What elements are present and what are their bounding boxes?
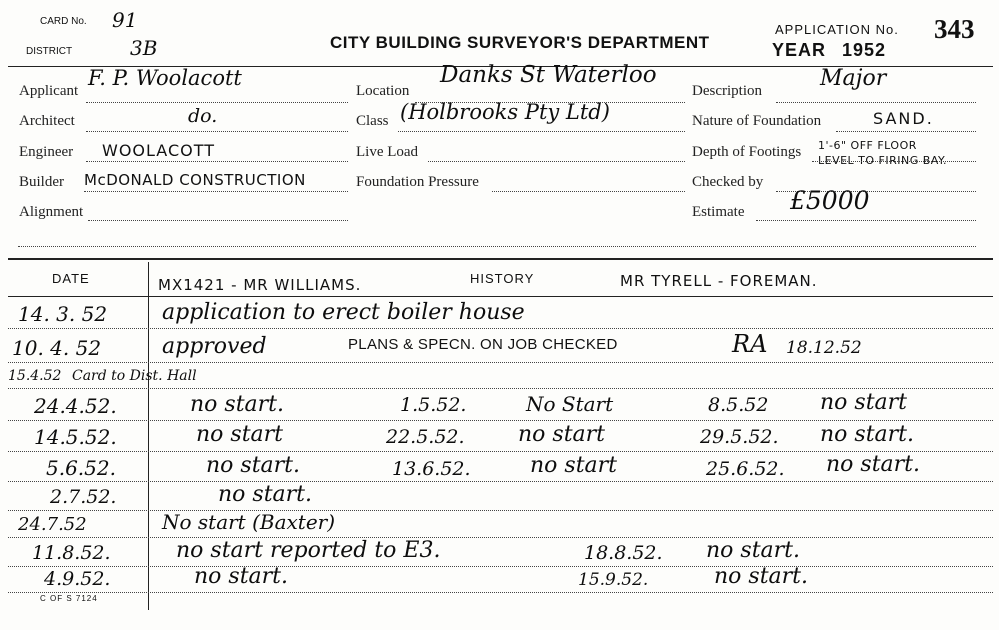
checked-stamp: PLANS & SPECN. ON JOB CHECKED [348,336,618,353]
depth-of-footings-line2: LEVEL TO FIRING BAY. [818,154,947,167]
history-row-text: no start. [206,453,301,478]
row-line [8,420,993,421]
estimate-label: Estimate [692,204,745,220]
form-code: C OF S 7124 [40,594,98,603]
history-row-date-3: 29.5.52. [700,426,779,448]
builder-label: Builder [19,174,64,190]
description-label: Description [692,83,762,99]
row-line [8,481,993,482]
applicant-line [86,102,348,103]
history-row-date: 24.4.52. [34,394,117,418]
checker-initials: RA [732,330,768,358]
history-row-date: 2.7.52. [50,486,117,508]
history-note-right: MR TYRELL - FOREMAN. [620,272,818,290]
row-line [8,362,993,363]
department-title: CITY BUILDING SURVEYOR'S DEPARTMENT [330,33,710,52]
history-row-date: 4.9.52. [44,568,111,590]
history-row-text-2: no start [530,453,618,478]
application-label: APPLICATION No. [775,22,899,37]
live-load-label: Live Load [356,144,419,160]
history-row-date: 5.6.52. [46,456,116,480]
history-row-date: 14. 3. 52 [18,302,108,326]
foundation-pressure-label: Foundation Pressure [356,174,479,190]
description-value: Major [820,66,887,91]
history-header-line [8,296,993,297]
row-line [8,566,993,567]
nature-of-foundation-value: SAND. [873,109,934,128]
row-line [8,537,993,538]
builder-line [84,191,348,192]
history-row-date-2: 22.5.52. [386,426,465,448]
foundation-pressure-line [492,191,685,192]
history-row-text-2: no start. [714,564,809,589]
history-row-text: no start [196,422,284,447]
location-value: Danks St Waterloo [440,62,657,88]
applicant-value: F. P. Woolacott [88,66,242,90]
depth-of-footings-line1: 1'-6" OFF FLOOR [818,139,917,152]
row-line [8,388,993,389]
description-line [776,102,976,103]
engineer-label: Engineer [19,144,74,160]
district-label: DISTRICT [26,46,73,57]
checked-by-label: Checked by [692,174,764,190]
history-header: HISTORY [470,271,535,286]
history-row-text: Card to Dist. Hall [72,368,197,384]
history-row-date-3: 8.5.52 [708,394,769,416]
estimate-line [756,220,976,221]
history-row-text-3: no start [820,390,908,415]
alignment-label: Alignment [19,204,84,220]
history-row-date: 15.4.52 [8,368,62,384]
architect-value: do. [188,105,218,127]
history-row-text: no start. [218,482,313,507]
history-row-text: No start (Baxter) [162,510,336,534]
architect-line [86,131,348,132]
row-line [8,328,993,329]
depth-line [812,161,976,162]
nature-line [836,131,976,132]
history-row-date-2: 13.6.52. [392,458,471,480]
district-value: 3B [130,36,158,60]
history-note-left: MX1421 - MR WILLIAMS. [158,276,362,294]
history-row-text-3: no start. [826,452,921,477]
history-row-text: approved [162,334,267,359]
row-line [8,592,993,593]
card-no-value: 91 [112,8,138,32]
engineer-value: WOOLACOTT [102,141,215,160]
alignment-line [88,220,348,221]
fields-bottom-line [18,246,976,247]
year-value: 1952 [842,40,887,60]
builder-value: McDONALD CONSTRUCTION [84,171,306,189]
architect-label: Architect [19,113,75,129]
history-row-text-3: no start. [820,422,915,447]
checked-date: 18.12.52 [786,338,862,358]
row-line [8,510,993,511]
nature-of-foundation-label: Nature of Foundation [692,113,822,129]
application-number: 343 [934,14,975,44]
history-row-date: 10. 4. 52 [12,336,102,360]
history-row-text: no start. [194,564,289,589]
live-load-line [428,161,685,162]
history-row-text: no start. [190,392,285,417]
depth-of-footings-label: Depth of Footings [692,144,802,160]
history-top-border [8,258,993,260]
history-row-date: 11.8.52. [32,542,111,564]
class-label: Class [356,113,389,129]
history-row-date: 24.7.52 [18,514,87,535]
history-row-date-2: 15.9.52. [578,570,649,590]
history-row-date-2: 1.5.52. [400,394,467,416]
history-row-text-2: no start [518,422,606,447]
class-line [398,131,685,132]
history-row-date: 14.5.52. [34,425,117,449]
estimate-value: £5000 [790,186,870,215]
history-row-text-2: no start. [706,538,801,563]
engineer-line [86,161,348,162]
card-no-label: CARD No. [40,16,87,27]
history-row-text: no start reported to E3. [176,538,441,563]
applicant-label: Applicant [19,83,79,99]
history-row-date-2: 18.8.52. [584,542,663,564]
history-row-text: application to erect boiler house [162,300,525,325]
location-label: Location [356,83,410,99]
class-value: (Holbrooks Pty Ltd) [400,100,610,124]
history-row-text-2: No Start [526,392,614,416]
date-header: DATE [52,271,90,286]
date-column-divider [148,262,149,610]
history-row-date-3: 25.6.52. [706,458,785,480]
year-label: YEAR [772,40,827,60]
